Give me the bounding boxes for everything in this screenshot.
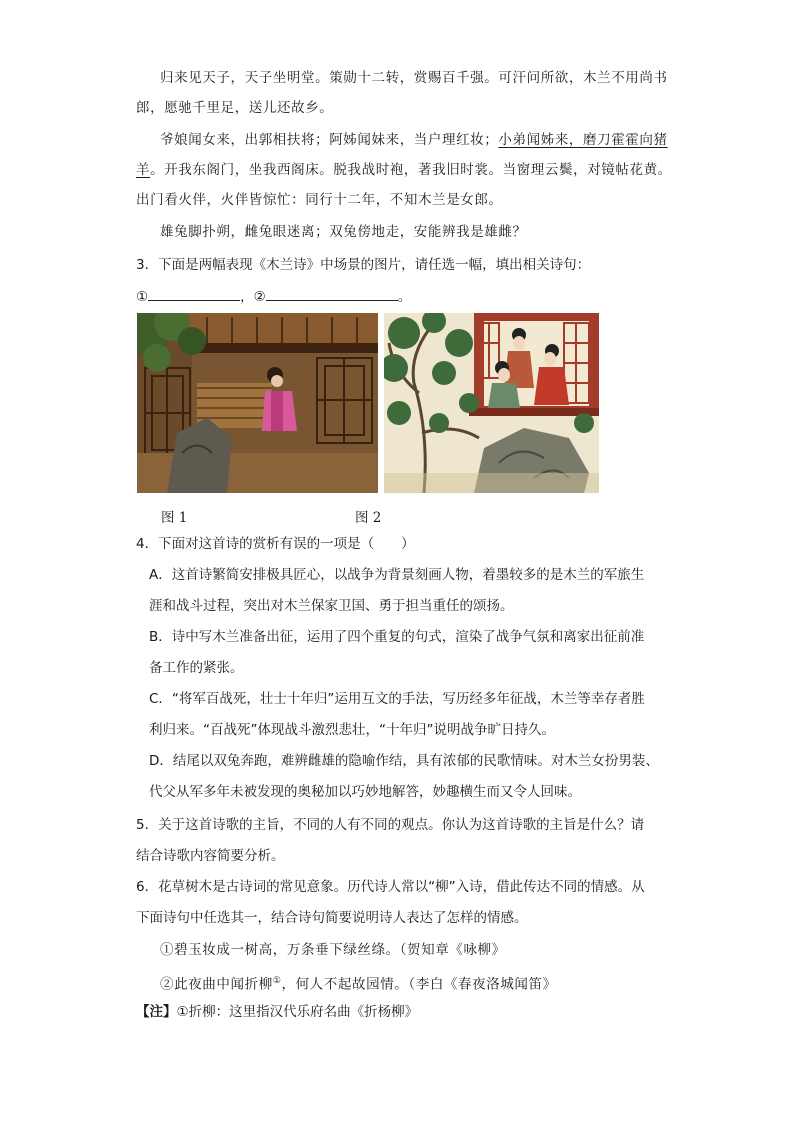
question-4-stem: 4．下面对这首诗的赏析有误的一项是（ ） [136,536,415,552]
poem-text: ，何人不起故园情。（李白《春夜洛城闻笛》 [281,976,557,993]
option-c-line1: C．“将军百战死，壮士十年归”运用互文的手法，写历经多年征战，木兰等幸存者胜 [149,691,645,707]
poem-line: 出门看火伴，火伴皆惊忙：同行十二年，不知木兰是女郎。 [136,192,503,208]
poem-line [160,130,668,150]
mark-1: ① [136,289,149,305]
poem-text: 。开我东阁门，坐我西阁床。脱我战时袍，著我旧时裳。当窗理云鬓，对镜帖花黄。 [150,162,672,178]
footnote [136,1002,418,1022]
option-d-line1: D．结尾以双兔奔跑，难辨雌雄的隐喻作结，具有浓郁的民歌情味。对木兰女扮男装、 [149,753,659,769]
option-d-line2: 代父从军多年未被发现的奥秘加以巧妙地解答，妙趣横生而又令人回味。 [149,784,581,800]
option-a-line1: A．这首诗繁简安排极具匠心，以战争为背景刻画人物，着墨较多的是木兰的军旅生 [149,567,645,583]
option-b-line1: B．诗中写木兰准备出征，运用了四个重复的句式，渲染了战争气氛和离家出征前准 [149,629,645,645]
comma: ， [240,289,254,305]
poem-option-2 [160,971,557,995]
question-6-line1: 6．花草树木是古诗词的常见意象。历代诗人常以“柳”入诗，借此传达不同的情感。从 [136,879,645,895]
end-mark: 。 [397,289,412,305]
poem-text: 爷娘闻女来，出郭相扶将；阿姊闻妹来，当户理红妆； [160,132,499,148]
option-c-line2: 利归来。“百战死”体现战斗激烈悲壮，“十年归”说明战争旷日持久。 [149,722,555,738]
figure-1-weaving-image [137,313,378,493]
figure-2-caption: 图 2 [355,510,382,526]
figure-1-caption: 图 1 [161,510,188,526]
underlined-poem-text: 小弟闻姊来，磨刀霍霍向猪 [498,132,668,148]
poem-line: 雄兔脚扑朔，雌兔眼迷离；双兔傍地走，安能辨我是雄雌？ [160,224,527,240]
poem-line [136,160,672,180]
mark-2: ② [253,289,266,305]
question-3-stem: 3．下面是两幅表现《木兰诗》中场景的图片，请任选一幅，填出相关诗句： [136,257,591,273]
note-text: ①折柳：这里指汉代乐府名曲《折杨柳》 [176,1004,419,1020]
poem-line: 归来见天子，天子坐明堂。策勋十二转，赏赐百千强。可汗问所欲，木兰不用尚书 [160,70,668,86]
poem-line: 郎，愿驰千里足，送儿还故乡。 [136,100,334,116]
note-label: 【注】 [136,1004,177,1020]
option-b-line2: 备工作的紧张。 [149,660,244,676]
poem-text: ②此夜曲中闻折柳 [160,976,273,993]
question-5-line2: 结合诗歌内容简要分析。 [136,848,285,864]
question-6-line2: 下面诗句中任选其一，结合诗句简要说明诗人表达了怎样的情感。 [136,910,528,926]
footnote-mark: ① [272,976,282,986]
question-5-line1: 5．关于这首诗歌的主旨，不同的人有不同的观点。你认为这首诗歌的主旨是什么？请 [136,817,645,833]
answer-blank-1[interactable] [148,286,240,301]
answer-blank-2[interactable] [266,286,398,301]
underlined-poem-text: 羊 [136,162,151,178]
option-a-line2: 涯和战斗过程，突出对木兰保家卫国、勇于担当重任的颂扬。 [149,598,514,614]
figure-2-window-scene-image [384,313,599,493]
question-3-answer-line [136,286,411,307]
poem-option-1: ①碧玉妆成一树高，万条垂下绿丝绦。（贺知章《咏柳》 [160,942,506,958]
